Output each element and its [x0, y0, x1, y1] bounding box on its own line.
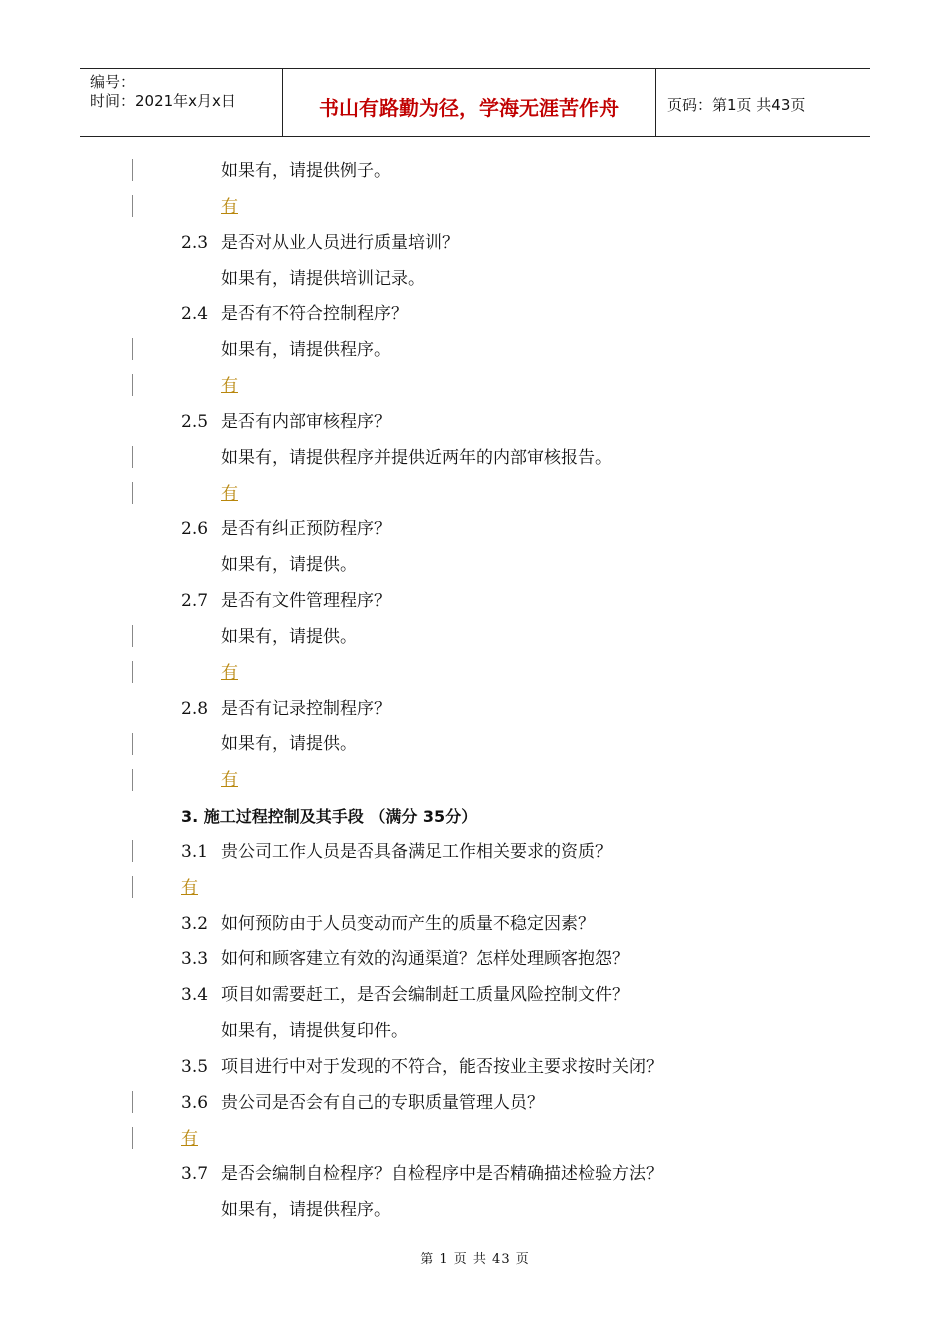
- question-item: 2.8 是否有记录控制程序？: [181, 699, 391, 719]
- answer-mark: 有: [221, 376, 238, 396]
- question-item: 3.4 项目如需要赶工，是否会编制赶工质量风险控制文件？: [181, 985, 629, 1005]
- header-motto: 书山有路勤为径，学海无涯苦作舟: [319, 96, 619, 120]
- section-heading: 3. 施工过程控制及其手段 （满分 35分）: [181, 807, 478, 826]
- revision-bar: [132, 733, 133, 755]
- revision-bar: [132, 446, 133, 468]
- header-center-cell: [282, 69, 656, 136]
- question-item: 2.3 是否对从业人员进行质量培训？: [181, 233, 459, 253]
- body-line: 如果有，请提供复印件。: [221, 1021, 408, 1041]
- revision-bar: [132, 1127, 133, 1149]
- answer-mark: 有: [181, 878, 198, 898]
- question-item: 2.5 是否有内部审核程序？: [181, 412, 391, 432]
- revision-bar: [132, 195, 133, 217]
- revision-bar: [132, 661, 133, 683]
- page-footer: 第 1 页 共 43 页: [420, 1252, 530, 1267]
- revision-bar: [132, 769, 133, 791]
- number-label: 编号：: [90, 73, 136, 91]
- body-line: 如果有，请提供。: [221, 734, 357, 754]
- question-item: 3.5 项目进行中对于发现的不符合，能否按业主要求按时关闭？: [181, 1057, 663, 1077]
- revision-bar: [132, 625, 133, 647]
- header-right-cell: [655, 69, 870, 136]
- answer-mark: 有: [221, 197, 238, 217]
- revision-bar: [132, 1091, 133, 1113]
- answer-mark: 有: [221, 770, 238, 790]
- body-line: 如果有，请提供程序并提供近两年的内部审核报告。: [221, 448, 612, 468]
- revision-bar: [132, 374, 133, 396]
- question-item: 2.7 是否有文件管理程序？: [181, 591, 391, 611]
- revision-bar: [132, 338, 133, 360]
- time-label: 时间：2021年x月x日: [90, 92, 236, 110]
- question-item: 3.1 贵公司工作人员是否具备满足工作相关要求的资质？: [181, 842, 612, 862]
- revision-bar: [132, 876, 133, 898]
- question-item: 2.6 是否有纠正预防程序？: [181, 519, 391, 539]
- answer-mark: 有: [181, 1129, 198, 1149]
- header-left-cell: [80, 69, 282, 136]
- question-item: 2.4 是否有不符合控制程序？: [181, 304, 408, 324]
- question-item: 3.7 是否会编制自检程序？自检程序中是否精确描述检验方法？: [181, 1164, 663, 1184]
- revision-bar: [132, 482, 133, 504]
- body-line: 如果有，请提供培训记录。: [221, 269, 425, 289]
- body-line: 如果有，请提供例子。: [221, 161, 391, 181]
- answer-mark: 有: [221, 484, 238, 504]
- page-header: [80, 68, 870, 137]
- body-line: 如果有，请提供程序。: [221, 340, 391, 360]
- header-page-label: 页码：第1页 共43页: [667, 96, 806, 114]
- answer-mark: 有: [221, 663, 238, 683]
- revision-bar: [132, 159, 133, 181]
- body-line: 如果有，请提供。: [221, 627, 357, 647]
- question-item: 3.2 如何预防由于人员变动而产生的质量不稳定因素？: [181, 914, 595, 934]
- body-line: 如果有，请提供程序。: [221, 1200, 391, 1220]
- question-item: 3.3 如何和顾客建立有效的沟通渠道？怎样处理顾客抱怨？: [181, 949, 629, 969]
- revision-bar: [132, 840, 133, 862]
- body-line: 如果有，请提供。: [221, 555, 357, 575]
- question-item: 3.6 贵公司是否会有自己的专职质量管理人员？: [181, 1093, 544, 1113]
